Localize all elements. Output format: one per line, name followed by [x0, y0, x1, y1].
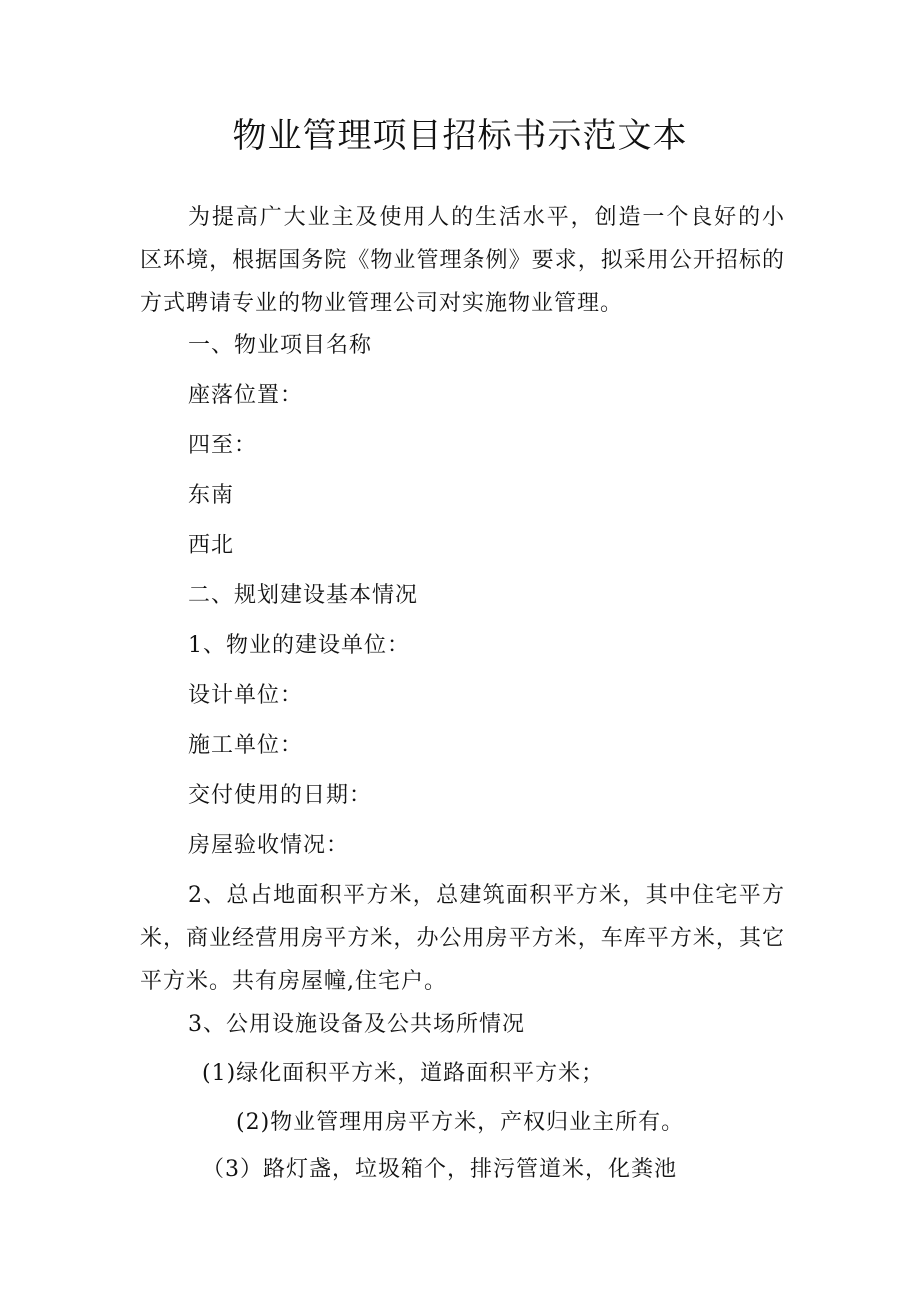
west-north-label: 西北 [188, 533, 235, 558]
east-south-label: 东南 [188, 483, 235, 508]
document-title: 物业管理项目招标书示范文本 [232, 116, 688, 156]
delivery-date-label: 交付使用的日期： [188, 783, 373, 808]
section1-heading: 一、物业项目名称 [188, 333, 373, 358]
facility-item-2: (2)物业管理用房平方米，产权归业主所有。 [236, 1110, 685, 1135]
construction-unit-label: 施工单位： [188, 733, 304, 758]
builder-item: 1、物业的建设单位： [188, 633, 410, 658]
area-paragraph: 2、总占地面积平方米，总建筑面积平方米，其中住宅平方米，商业经营用房平方米，办公用房平方米，车库平方米，其它平方米。共有房屋幢,住宅户。 [140, 883, 785, 994]
design-unit-label: 设计单位： [188, 683, 304, 708]
acceptance-label: 房屋验收情况： [188, 833, 350, 858]
facility-item-1: (1)绿化面积平方米，道路面积平方米； [202, 1061, 605, 1086]
facilities-heading: 3、公用设施设备及公共场所情况 [188, 1012, 525, 1037]
boundaries-label: 四至： [188, 433, 258, 458]
section2-heading: 二、规划建设基本情况 [188, 583, 419, 608]
facility-item-3: （3）路灯盏，垃圾箱个，排污管道米，化粪池 [202, 1157, 677, 1182]
location-label: 座落位置： [188, 383, 304, 408]
intro-paragraph: 为提高广大业主及使用人的生活水平，创造一个良好的小区环境，根据国务院《物业管理条例》要求，拟采用公开招标的方式聘请专业的物业管理公司对实施物业管理。 [140, 205, 785, 316]
